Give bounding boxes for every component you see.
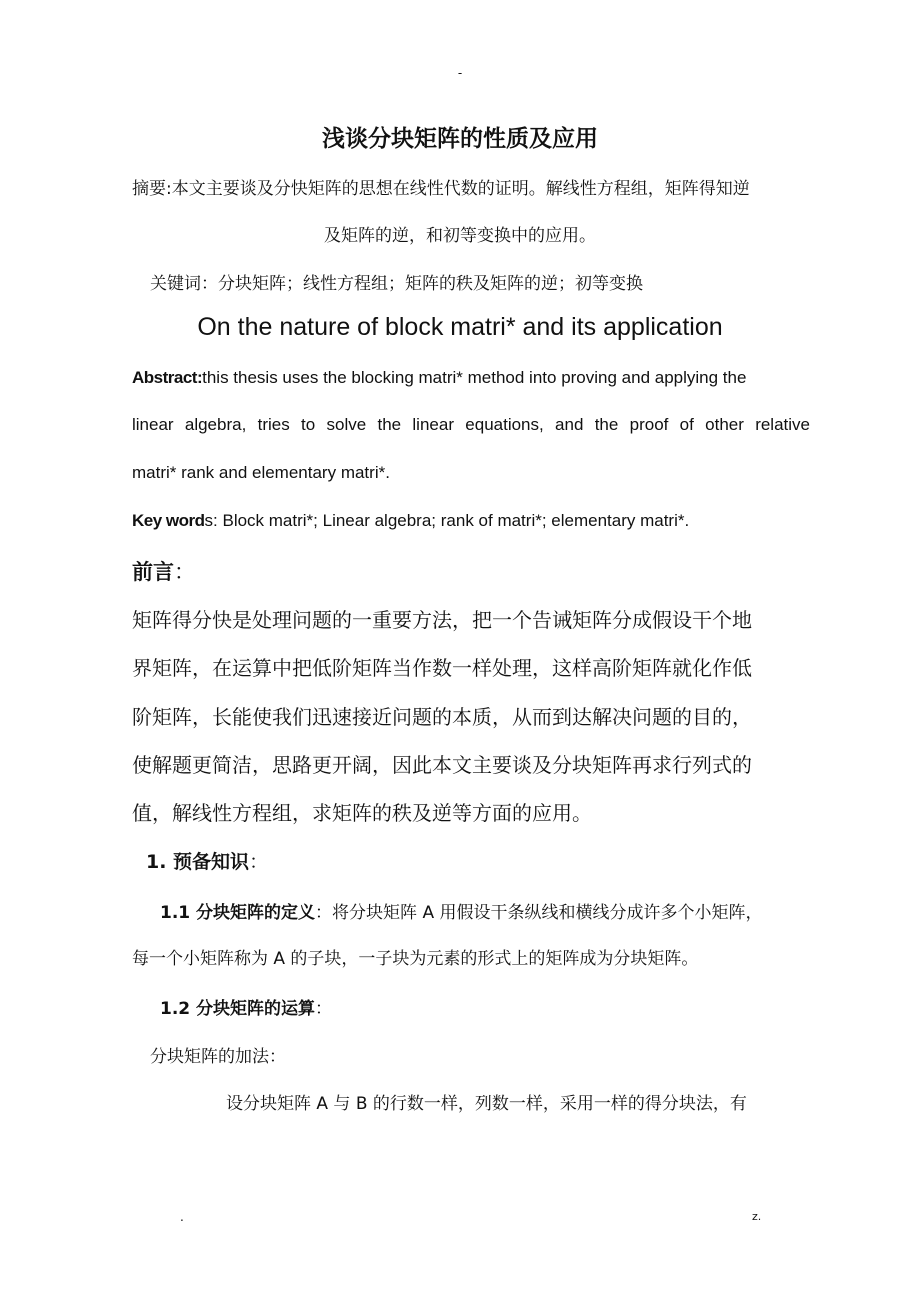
preface-colon: ： xyxy=(174,560,195,584)
section11-text1: ：将分块矩阵 A 用假设干条纵线和横线分成许多个小矩阵， xyxy=(315,903,763,923)
keywords-en xyxy=(132,511,689,531)
keywords-en-text: s: Block matri*; Linear algebra; rank of matri*; elementary matri*. xyxy=(204,511,690,530)
section1-colon: ： xyxy=(249,851,269,873)
preface-line-3: 阶矩阵，长能使我们迅速接近问题的本质，从而到达解决问题的目的， xyxy=(132,705,752,729)
section1-heading: 1. 预备知识 xyxy=(146,851,250,873)
page-title: 浅谈分块矩阵的性质及应用 xyxy=(322,126,598,152)
abstract-en-line3: matri* rank and elementary matri*. xyxy=(132,463,390,482)
keywords-cn: 关键词：分块矩阵；线性方程组；矩阵的秩及矩阵的逆；初等变换 xyxy=(150,274,643,294)
section11-line2: 每一个小矩阵称为 A 的子块，一子块为元素的形式上的矩阵成为分块矩阵。 xyxy=(132,949,699,969)
abstract-cn-label: 摘要 xyxy=(132,179,166,199)
section12-line xyxy=(160,994,332,1019)
preface-line-4: 使解题更简洁，思路更开阔，因此本文主要谈及分块矩阵再求行列式的 xyxy=(132,753,752,777)
footer-left-mark: . xyxy=(180,1210,184,1224)
header-mark: - xyxy=(457,66,463,80)
preface-line-1: 矩阵得分快是处理问题的一重要方法，把一个告诫矩阵分成假设干个地 xyxy=(132,608,752,632)
abstract-en-line1 xyxy=(132,368,810,388)
english-title: On the nature of block matri* and its application xyxy=(197,313,723,341)
abstract-en-text1: this thesis uses the blocking matri* method into proving and applying the xyxy=(202,368,747,387)
section12-label: 1.2 分块矩阵的运算 xyxy=(160,999,316,1019)
preface-line-2: 界矩阵，在运算中把低阶矩阵当作数一样处理，这样高阶矩阵就化作低 xyxy=(132,656,752,680)
keywords-en-label: Key word xyxy=(132,511,205,530)
section12-colon: ： xyxy=(315,999,333,1019)
abstract-cn-line2: 及矩阵的逆，和初等变换中的应用。 xyxy=(324,226,596,246)
preface-heading: 前言 xyxy=(132,560,174,584)
abstract-cn-line1 xyxy=(132,174,750,199)
abstract-cn-text1: :本文主要谈及分快矩阵的思想在线性代数的证明。解线性方程组，矩阵得知逆 xyxy=(166,179,750,199)
abstract-en-line2: linear algebra, tries to solve the linear equations, and the proof of other relative xyxy=(132,415,810,434)
section11-line1 xyxy=(160,898,762,923)
addition-label: 分块矩阵的加法： xyxy=(150,1047,286,1067)
abstract-en-label: Abstract: xyxy=(132,368,203,387)
section1-heading-line xyxy=(146,847,268,874)
section11-label: 1.1 分块矩阵的定义 xyxy=(160,903,316,923)
footer-right-mark: z. xyxy=(752,1210,762,1223)
preface-heading-line xyxy=(132,556,195,586)
addition-text: 设分块矩阵 A 与 B 的行数一样，列数一样，采用一样的得分块法，有 xyxy=(226,1094,747,1114)
preface-line-5: 值，解线性方程组，求矩阵的秩及逆等方面的应用。 xyxy=(132,801,592,825)
